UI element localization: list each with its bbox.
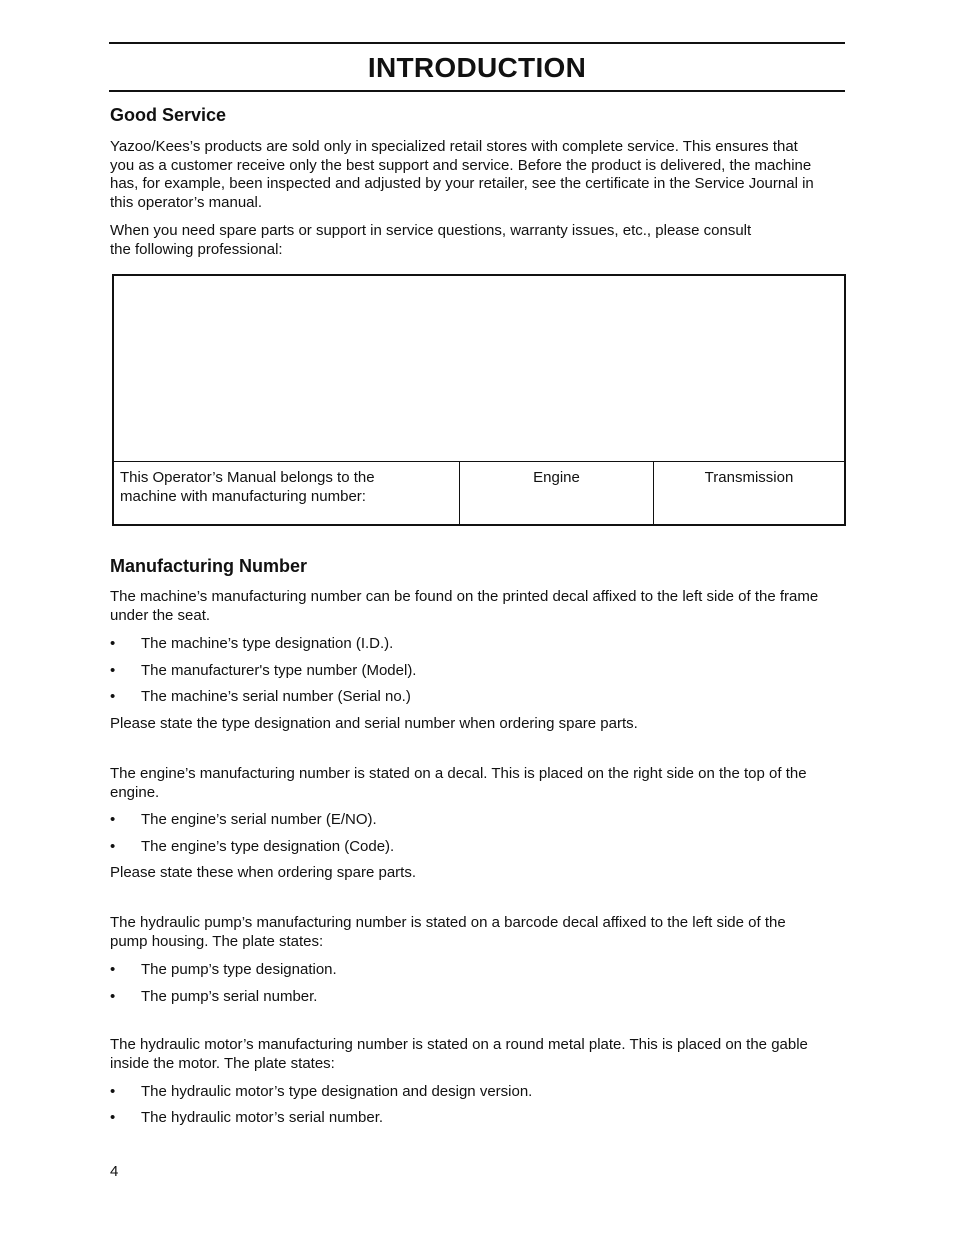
machine-note: Please state the type designation and serial number when ordering spare parts. (110, 715, 638, 732)
list-item-text: The manufacturer's type number (Model). (141, 662, 417, 679)
good-service-paragraph-2 (110, 222, 845, 259)
dealer-stamp-area (114, 276, 844, 461)
good-service-heading: Good Service (110, 105, 227, 125)
list-item-text: The engine’s type designation (Code). (141, 838, 395, 855)
transmission-cell: Transmission (704, 469, 794, 486)
text-line: machine with manufacturing number: (120, 488, 366, 505)
bullet-marker: • (110, 635, 116, 652)
text-line: under the seat. (110, 606, 211, 624)
text-line: this operator’s manual. (110, 194, 263, 212)
identification-row (114, 461, 844, 525)
text-line: This Operator’s Manual belongs to the (120, 469, 375, 486)
manufacturing-number-heading: Manufacturing Number (110, 556, 308, 576)
engine-number-paragraph (110, 765, 845, 802)
text-line: the following professional: (110, 240, 283, 258)
pump-number-paragraph (110, 914, 845, 951)
bullet-marker: • (110, 1109, 116, 1126)
page-title: INTRODUCTION (367, 51, 587, 83)
good-service-paragraph-1 (110, 138, 845, 213)
list-item-text: The hydraulic motor’s serial number. (141, 1109, 384, 1126)
text-line: The hydraulic pump’s manufacturing number is stated on a barcode decal affixed to the left side of the (110, 914, 786, 931)
text-line: The engine’s manufacturing number is stated on a decal. This is placed on the right side on the top of the (110, 765, 807, 782)
text-line: The hydraulic motor’s manufacturing number is stated on a round metal plate. This is placed on the gable (110, 1036, 808, 1053)
text-line: pump housing. The plate states: (110, 932, 324, 950)
motor-number-paragraph (110, 1036, 845, 1073)
text-line: has, for example, been inspected and adjusted by your retailer, see the certificate in the Service Journal in (110, 175, 814, 193)
bullet-marker: • (110, 988, 116, 1005)
bullet-marker: • (110, 838, 116, 855)
list-item-text: The engine’s serial number (E/NO). (141, 811, 377, 828)
bullet-marker: • (110, 662, 116, 679)
machine-number-paragraph (110, 588, 845, 625)
page-header (109, 42, 845, 92)
dealer-stamp-box (112, 274, 846, 526)
page-number: 4 (110, 1163, 119, 1180)
engine-note: Please state these when ordering spare parts. (110, 864, 417, 881)
bullet-marker: • (110, 1083, 116, 1100)
text-line: The machine’s manufacturing number can be found on the printed decal affixed to the left side of the frame (110, 588, 819, 605)
list-item-text: The machine’s serial number (Serial no.) (141, 688, 411, 705)
text-line: inside the motor. The plate states: (110, 1054, 335, 1072)
engine-cell: Engine (460, 462, 654, 525)
text-line: When you need spare parts or support in service questions, warranty issues, etc., please consult (110, 222, 752, 239)
bullet-marker: • (110, 961, 116, 978)
text-line: Yazoo/Kees’s products are sold only in specialized retail stores with complete service. This ensures that (110, 138, 798, 155)
bullet-marker: • (110, 688, 116, 705)
manual-owner-cell (114, 462, 460, 525)
bullet-marker: • (110, 811, 116, 828)
list-item-text: The hydraulic motor’s type designation and design version. (141, 1083, 533, 1100)
text-line: engine. (110, 783, 160, 801)
list-item-text: The machine’s type designation (I.D.). (141, 635, 394, 652)
list-item-text: The pump’s type designation. (141, 961, 337, 978)
list-item-text: The pump’s serial number. (141, 988, 318, 1005)
text-line: you as a customer receive only the best support and service. Before the product is delivered, the machine (110, 156, 812, 174)
